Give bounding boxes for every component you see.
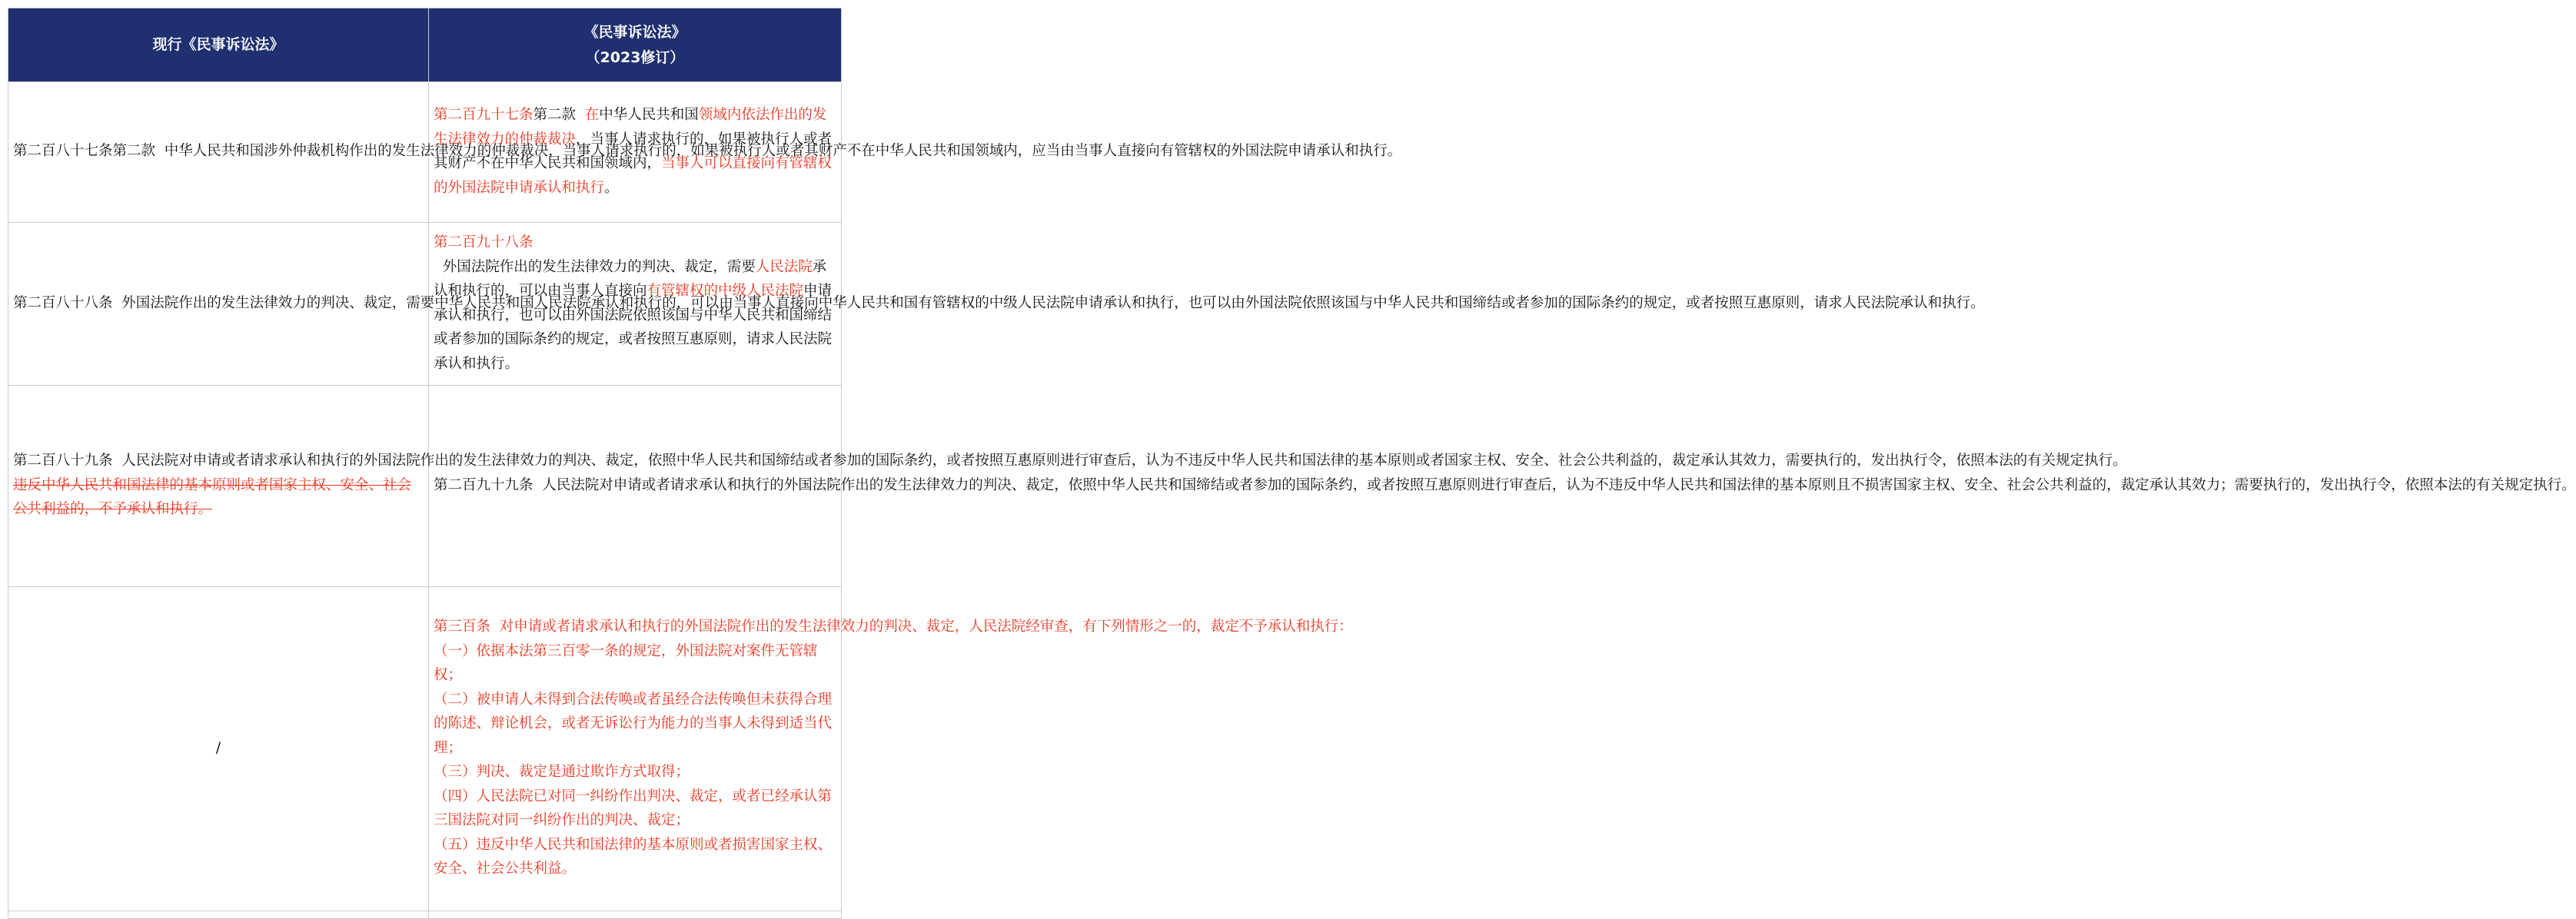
new-article-300: [429, 587, 1353, 911]
new-text: 第二款: [533, 107, 585, 123]
table-row: [8, 587, 842, 911]
new-article-298: [429, 223, 842, 386]
new-text: 。: [604, 179, 619, 196]
changed-text: 第二百九十七条: [434, 107, 533, 123]
new-text: 外国法院作出的发生法律效力的判决、裁定，需要: [434, 258, 756, 275]
empty-cell: [8, 911, 429, 919]
list-item: （五）违反中华人民共和国法律的基本原则或者损害国家主权、安全、社会公共利益。: [434, 836, 833, 878]
list-item: （二）被申请人未得到合法传唤或者虽经合法传唤但未获得合理的陈述、辩论机会，或者无诉讼行为能力的当事人未得到适当代理；: [434, 691, 833, 756]
new-article-intro: 第三百条 对申请或者请求承认和执行的外国法院作出的发生法律效力的判决、裁定，人民法院经审查，有下列情形之一的，裁定不予承认和执行：: [434, 619, 1353, 635]
none-marker: /: [215, 739, 221, 756]
old-text: 第二百八十七条第二款 中华人民共和国涉外仲裁机构作出的发生法律效力的仲裁裁决，当事人请求执行的，如果被执行人或者其财产不在中华人民共和国领域内，应当由当事人直接向有管辖权的外国法院申请承认和执行。: [13, 143, 1402, 160]
old-text: 第二百八十九条 人民法院对申请或者请求承认和执行的外国法院作出的发生法律效力的判决、裁定，依照中华人民共和国缔结或者参加的国际条约，或者按照互惠原则进行审查后，认为不违反中华人民共和国法律的基本原则或者国家主权、安全、社会公共利益的，裁定承认其效力，需要执行的，发出执行令，依照本法的有关规定执行。: [13, 453, 2127, 469]
table-row: [8, 82, 842, 223]
new-text: 第二百九十九条 人民法院对申请或者请求承认和执行的外国法院作出的发生法律效力的判决、裁定，依照中华人民共和国缔结或者参加的国际条约，或者按照互惠原则进行审查后，认为不违反中华人民共和国法律的基本原则且不损害国家主权、安全、社会公共利益的，裁定承认其效力；需要执行的，发出执行令，依照本法的有关规定执行。: [434, 476, 2576, 493]
table-row-trailing: [8, 911, 842, 919]
header-new-subtitle: （2023修订）: [585, 48, 685, 66]
deleted-text: 违反中华人民共和国法律的基本原则或者国家主权、安全、社会公共利益的，不予承认和执行。: [13, 476, 412, 518]
list-item: （一）依据本法第三百零一条的规定，外国法院对案件无管辖权；: [434, 642, 818, 684]
list-item: （四）人民法院已对同一纠纷作出判决、裁定，或者已经承认第三国法院对同一纠纷作出的判决、裁定；: [434, 788, 833, 829]
new-text: 承认和执行的，可以由当事人直接向: [434, 258, 827, 299]
table-row: [8, 223, 842, 386]
new-article-297: [429, 82, 842, 223]
new-text: 中华人民共和国: [599, 107, 699, 123]
new-text: ，当事人请求执行的，如果被执行人或者其财产不在中华人民共和国领域内，: [434, 131, 833, 171]
changed-text: 人民法院: [755, 258, 813, 275]
changed-text: 领域内依法作出的发生法律效力的仲裁裁决: [434, 107, 827, 148]
changed-text: 有管辖权的中级人民法院: [646, 283, 804, 299]
header-new-title: 《民事诉讼法》: [583, 23, 686, 41]
new-text: 申请承认和执行，也可以由外国法院依照该国与中华人民共和国缔结或者参加的国际条约的规定，或者按照互惠原则，请求人民法院承认和执行。: [434, 283, 833, 372]
changed-text: 当事人可以直接向有管辖权的外国法院申请承认和执行: [434, 155, 833, 196]
old-empty-cell: [8, 587, 429, 911]
header-old-title: 现行《民事诉讼法》: [152, 36, 284, 53]
list-item: （三）判决、裁定是通过欺诈方式取得；: [434, 764, 690, 781]
empty-cell: [429, 911, 842, 919]
table-row: [8, 386, 842, 587]
changed-text: 在: [584, 107, 600, 123]
old-text: 第二百八十八条 外国法院作出的发生法律效力的判决、裁定，需要中华人民共和国人民法院承认和执行的，可以由当事人直接向中华人民共和国有管辖权的中级人民法院申请承认和执行，也可以由外国法院依照该国与中华人民共和国缔结或者参加的国际条约的规定，或者按照互惠原则，请求人民法院承认和执行。: [13, 294, 1985, 311]
law-comparison-table: [8, 8, 2576, 919]
changed-text: 第二百九十八条: [434, 234, 533, 250]
header-row: [8, 8, 842, 82]
header-new-law: [429, 8, 842, 82]
header-old-law: [8, 8, 429, 82]
